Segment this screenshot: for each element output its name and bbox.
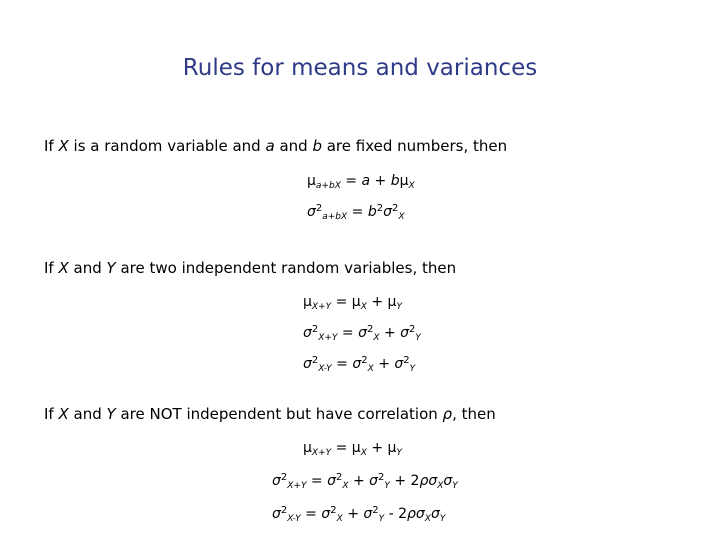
text-fragment: and	[274, 137, 313, 155]
plus-two: + 2	[389, 473, 420, 489]
variable-x: X	[58, 259, 69, 277]
equals: =	[300, 506, 322, 522]
rule-intro-independent	[44, 259, 456, 277]
subscript: X	[398, 212, 405, 222]
sigma-symbol: σ	[303, 356, 312, 372]
page-title: Rules for means and variances	[182, 55, 538, 81]
sigma-symbol: σ	[272, 473, 281, 489]
sigma-symbol: σ	[358, 325, 367, 341]
subscript: X	[408, 181, 415, 191]
subscript: Y	[396, 302, 402, 312]
variable-b: b	[312, 137, 322, 155]
plus: +	[366, 294, 388, 310]
mu-symbol: μ	[387, 440, 397, 456]
subscript: Y	[378, 514, 385, 524]
superscript: 2	[280, 505, 288, 516]
superscript: 2	[403, 355, 410, 366]
superscript: 2	[409, 324, 416, 335]
text-fragment: are two independent random variables, then	[115, 259, 457, 277]
mu-symbol: μ	[303, 440, 312, 456]
subscript: X	[360, 302, 367, 312]
plus: +	[348, 473, 370, 489]
subscript: X+Y	[311, 302, 332, 312]
rho-sigma-symbol: ρσ	[407, 506, 425, 522]
superscript: 2	[372, 505, 379, 516]
sigma-symbol: σ	[383, 204, 392, 220]
subscript: X	[367, 364, 374, 374]
superscript: 2	[378, 472, 385, 483]
sigma-symbol: σ	[400, 325, 410, 341]
sigma-symbol: σ	[369, 473, 379, 489]
superscript: 2	[366, 324, 374, 335]
equation-variance-sum	[303, 324, 421, 343]
equation-variance-difference-correlated	[272, 505, 445, 524]
mu-symbol: μ	[387, 294, 397, 310]
mu-symbol: μ	[303, 294, 312, 310]
subscript: Y	[452, 481, 458, 491]
superscript: 2	[315, 203, 323, 214]
variable-b: b	[367, 204, 377, 220]
superscript: 2	[361, 355, 368, 366]
subscript: X+Y	[287, 481, 307, 491]
variable-b: b	[390, 173, 400, 189]
mu-symbol: μ	[307, 173, 316, 189]
subscript: Y	[415, 333, 421, 343]
plus: +	[366, 440, 388, 456]
variable-y: Y	[106, 259, 116, 277]
sigma-symbol: σ	[443, 473, 453, 489]
equals: =	[331, 356, 353, 372]
subscript: a+bX	[322, 212, 348, 222]
subscript: X	[342, 481, 349, 491]
equation-variance-difference	[303, 355, 415, 374]
variable-rho: ρ	[442, 405, 453, 423]
sigma-symbol: σ	[430, 506, 440, 522]
subscript: X+Y	[318, 333, 338, 343]
variable-a: a	[265, 137, 275, 155]
equation-mean-sum	[303, 294, 402, 312]
equation-mean-sum-correlated	[303, 440, 402, 458]
plus: +	[373, 356, 395, 372]
sigma-symbol: σ	[327, 473, 336, 489]
subscript: X	[360, 448, 367, 458]
subscript: X	[336, 514, 343, 524]
subscript: X	[424, 514, 431, 524]
sigma-symbol: σ	[303, 325, 312, 341]
equals: =	[347, 204, 368, 220]
plus: +	[342, 506, 364, 522]
subscript: Y	[384, 481, 390, 491]
equals: =	[340, 173, 362, 189]
text-fragment: If	[44, 405, 59, 423]
rule-intro-correlated	[44, 405, 496, 423]
superscript: 2	[391, 203, 399, 214]
mu-symbol: μ	[351, 294, 361, 310]
superscript: 2	[376, 203, 384, 214]
plus: +	[370, 173, 391, 189]
equation-variance-linear	[307, 203, 405, 222]
sigma-symbol: σ	[363, 506, 373, 522]
subscript: X-Y	[318, 364, 332, 374]
text-fragment: are fixed numbers, then	[321, 137, 508, 155]
equals: =	[337, 325, 359, 341]
superscript: 2	[330, 505, 337, 516]
superscript: 2	[335, 472, 343, 483]
subscript: Y	[396, 448, 402, 458]
equals: =	[331, 440, 352, 456]
variable-a: a	[361, 173, 371, 189]
superscript: 2	[311, 355, 319, 366]
subscript: X+Y	[311, 448, 332, 458]
superscript: 2	[280, 472, 288, 483]
equation-mean-linear	[307, 173, 415, 191]
rho-sigma-symbol: ρσ	[419, 473, 438, 489]
superscript: 2	[311, 324, 319, 335]
subscript: X	[437, 481, 444, 491]
sigma-symbol: σ	[352, 356, 362, 372]
plus: +	[379, 325, 401, 341]
sigma-symbol: σ	[321, 506, 331, 522]
text-fragment: and	[68, 259, 107, 277]
subscript: X-Y	[287, 514, 301, 524]
text-fragment: , then	[452, 405, 496, 423]
text-fragment: are NOT independent but have correlation	[115, 405, 443, 423]
variable-y: Y	[106, 405, 116, 423]
text-fragment: is a random variable and	[68, 137, 266, 155]
text-fragment: If	[44, 137, 59, 155]
subscript: Y	[409, 364, 416, 374]
equals: =	[306, 473, 328, 489]
rule-intro-linear	[44, 137, 507, 155]
sigma-symbol: σ	[272, 506, 281, 522]
sigma-symbol: σ	[307, 204, 316, 220]
text-fragment: If	[44, 259, 59, 277]
variable-x: X	[58, 405, 69, 423]
sigma-symbol: σ	[394, 356, 404, 372]
subscript: Y	[439, 514, 446, 524]
text-fragment: and	[68, 405, 107, 423]
equation-variance-sum-correlated	[272, 472, 458, 491]
minus-two: - 2	[384, 506, 407, 522]
subscript: X	[373, 333, 380, 343]
mu-symbol: μ	[399, 173, 409, 189]
mu-symbol: μ	[351, 440, 361, 456]
subscript: a+bX	[315, 181, 341, 191]
variable-x: X	[58, 137, 69, 155]
equals: =	[331, 294, 352, 310]
